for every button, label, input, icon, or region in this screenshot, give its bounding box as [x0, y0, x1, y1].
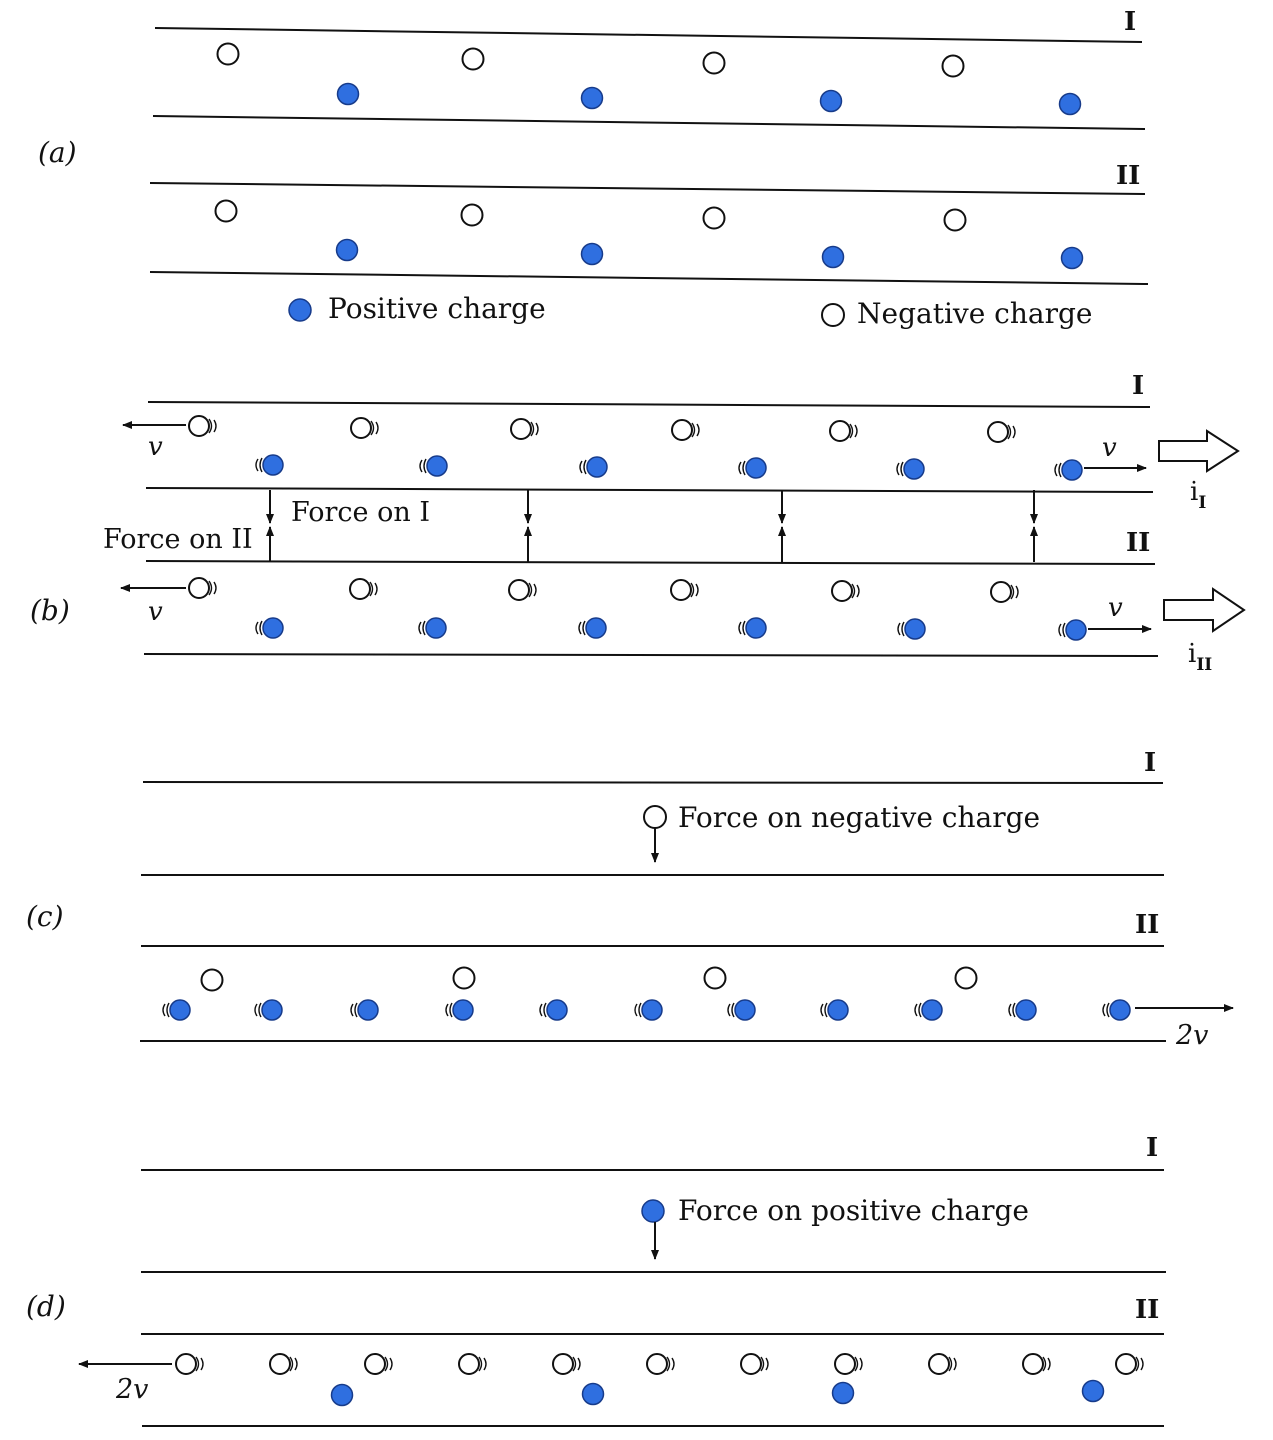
moving-positive-charge — [1055, 460, 1082, 480]
motion-mark — [1013, 1003, 1015, 1017]
panel-c-label: (c) — [26, 900, 64, 933]
force-on-2-label: Force on II — [103, 524, 253, 555]
panel-c-positive-charges — [163, 1000, 1130, 1020]
motion-mark — [260, 458, 262, 472]
motion-mark — [163, 1004, 165, 1016]
velocity-double-label: 2v — [116, 1374, 149, 1405]
panel-c-negative-charges — [202, 968, 977, 991]
moving-negative-charge — [832, 581, 859, 601]
positive-charge — [332, 1385, 353, 1406]
panel-a-wire-2-top — [150, 183, 1145, 194]
motion-mark — [534, 584, 536, 596]
moving-negative-charge — [1116, 1354, 1143, 1374]
positive-charge — [642, 1000, 662, 1020]
motion-mark — [743, 621, 745, 635]
negative-charge — [832, 581, 852, 601]
motion-mark — [743, 461, 745, 475]
negative-charge — [945, 210, 966, 231]
motion-mark — [697, 424, 699, 436]
panel-a-wire-2-label: II — [1116, 161, 1141, 191]
current-1-label: $i_I$ — [1190, 477, 1207, 513]
motion-mark — [1016, 586, 1018, 598]
panel-a-wire-1-bottom — [153, 116, 1145, 129]
positive-charge — [746, 618, 766, 638]
motion-mark — [635, 1004, 637, 1016]
motion-mark — [901, 462, 903, 476]
positive-charge — [1066, 620, 1086, 640]
motion-mark — [351, 1004, 353, 1016]
panel-b-wire-1-bottom — [146, 488, 1153, 492]
moving-positive-charge — [446, 1000, 473, 1020]
negative-charge — [705, 968, 726, 989]
motion-mark — [915, 1004, 917, 1016]
motion-mark — [580, 461, 582, 473]
positive-charge — [453, 1000, 473, 1020]
motion-mark — [739, 622, 741, 634]
moving-positive-charge — [419, 618, 446, 638]
negative-charge — [943, 56, 964, 77]
negative-charge — [671, 580, 691, 600]
positive-charge — [905, 619, 925, 639]
positive-charge — [922, 1000, 942, 1020]
motion-mark — [825, 1003, 827, 1017]
motion-mark — [540, 1004, 542, 1016]
current-arrow-icon — [1159, 431, 1238, 471]
motion-mark — [1013, 426, 1015, 438]
panel-c-wire-1-label: I — [1144, 748, 1157, 778]
test-negative-charge — [644, 806, 666, 828]
panel-b-label: (b) — [30, 594, 70, 627]
legend-negative-label: Negative charge — [857, 297, 1093, 330]
negative-charge — [454, 968, 475, 989]
moving-negative-charge — [189, 416, 216, 436]
panel-a — [38, 7, 1148, 330]
moving-negative-charge — [270, 1354, 297, 1374]
moving-negative-charge — [365, 1354, 392, 1374]
panel-d-positive-charges — [332, 1381, 1104, 1406]
motion-mark — [860, 1358, 862, 1370]
negative-charge — [216, 201, 237, 222]
motion-mark — [855, 425, 857, 437]
motion-mark — [484, 1358, 486, 1370]
negative-charge — [647, 1354, 667, 1374]
motion-mark — [1103, 1004, 1105, 1016]
positive-charge — [170, 1000, 190, 1020]
legend — [289, 292, 1092, 330]
moving-positive-charge — [739, 618, 766, 638]
moving-negative-charge — [929, 1354, 956, 1374]
positive-charge — [547, 1000, 567, 1020]
moving-positive-charge — [579, 618, 606, 638]
motion-mark — [954, 1358, 956, 1370]
motion-mark — [897, 463, 899, 475]
moving-negative-charge — [741, 1354, 768, 1374]
panel-d — [26, 1133, 1166, 1426]
positive-charge — [358, 1000, 378, 1020]
velocity-label: v — [148, 432, 163, 462]
panel-c-wire-2-label: II — [1135, 910, 1160, 940]
motion-mark — [1009, 1004, 1011, 1016]
moving-negative-charge — [830, 421, 857, 441]
velocity-label: v — [1102, 433, 1117, 463]
panel-a-label: (a) — [38, 136, 77, 169]
motion-mark — [260, 621, 262, 635]
moving-negative-charge — [672, 420, 699, 440]
moving-positive-charge — [1059, 620, 1086, 640]
motion-mark — [355, 1003, 357, 1017]
negative-charge — [463, 49, 484, 70]
negative-charge — [509, 580, 529, 600]
moving-positive-charge — [898, 619, 925, 639]
motion-mark — [420, 460, 422, 472]
motion-mark — [1141, 1358, 1143, 1370]
panel-b-wire-1-top — [148, 402, 1150, 407]
positive-charge — [746, 458, 766, 478]
panel-a-wire-2-bottom — [150, 272, 1148, 284]
negative-charge — [704, 208, 725, 229]
velocity-label: v — [148, 597, 163, 627]
moving-positive-charge — [255, 1000, 282, 1020]
moving-positive-charge — [540, 1000, 567, 1020]
negative-charge — [189, 416, 209, 436]
moving-negative-charge — [671, 580, 698, 600]
positive-charge — [263, 455, 283, 475]
motion-mark — [728, 1004, 730, 1016]
motion-mark — [919, 1003, 921, 1017]
panel-a-wire-1-top — [155, 28, 1142, 42]
positive-charge — [262, 1000, 282, 1020]
negative-charge — [270, 1354, 290, 1374]
moving-positive-charge — [635, 1000, 662, 1020]
motion-mark — [424, 459, 426, 473]
motion-mark — [214, 420, 216, 432]
positive-charge — [263, 618, 283, 638]
positive-charge — [1083, 1381, 1104, 1402]
negative-charge — [956, 968, 977, 989]
current-arrow-icon — [1164, 589, 1244, 631]
positive-charge — [1062, 248, 1083, 269]
panel-b-wire-2-top — [146, 561, 1155, 564]
panel-c — [26, 748, 1233, 1051]
positive-charge — [582, 244, 603, 265]
negative-charge — [351, 418, 371, 438]
motion-mark — [256, 622, 258, 634]
negative-charge — [553, 1354, 573, 1374]
positive-charge — [735, 1000, 755, 1020]
negative-charge — [830, 421, 850, 441]
motion-mark — [1063, 623, 1065, 637]
positive-charge — [587, 457, 607, 477]
panel-c-wire-1-top — [143, 782, 1163, 783]
negative-charge — [350, 579, 370, 599]
positive-charge — [426, 618, 446, 638]
moving-negative-charge — [176, 1354, 203, 1374]
panel-a-wire-2-charges — [216, 201, 1083, 269]
current-2-label: $i_{II}$ — [1188, 639, 1213, 675]
negative-charge — [189, 578, 209, 598]
motion-mark — [259, 1003, 261, 1017]
moving-positive-charge — [1009, 1000, 1036, 1020]
negative-charge — [1023, 1354, 1043, 1374]
panel-b-wire-1-label: I — [1132, 371, 1145, 401]
negative-charge — [202, 970, 223, 991]
motion-mark — [857, 585, 859, 597]
motion-mark — [672, 1358, 674, 1370]
motion-mark — [423, 621, 425, 635]
panel-a-wire-1-label: I — [1124, 7, 1137, 37]
motion-mark — [256, 459, 258, 471]
negative-charge — [835, 1354, 855, 1374]
moving-negative-charge — [647, 1354, 674, 1374]
motion-mark — [1059, 624, 1061, 636]
positive-charge — [586, 618, 606, 638]
motion-mark — [375, 583, 377, 595]
motion-mark — [390, 1358, 392, 1370]
moving-negative-charge — [988, 422, 1015, 442]
positive-charge — [427, 456, 447, 476]
moving-negative-charge — [351, 418, 378, 438]
test-positive-charge — [642, 1200, 664, 1222]
panel-d-wire-2-label: II — [1135, 1295, 1160, 1325]
motion-mark — [1048, 1358, 1050, 1370]
motion-mark — [696, 584, 698, 596]
motion-mark — [376, 422, 378, 434]
positive-charge — [821, 91, 842, 112]
positive-charge — [337, 240, 358, 261]
moving-positive-charge — [728, 1000, 755, 1020]
positive-charge — [1110, 1000, 1130, 1020]
panel-b — [30, 371, 1244, 675]
negative-charge — [511, 419, 531, 439]
moving-negative-charge — [553, 1354, 580, 1374]
moving-negative-charge — [459, 1354, 486, 1374]
panel-d-wire-1-label: I — [1146, 1133, 1159, 1163]
negative-charge — [462, 205, 483, 226]
moving-negative-charge — [350, 579, 377, 599]
moving-negative-charge — [511, 419, 538, 439]
moving-positive-charge — [256, 618, 283, 638]
moving-positive-charge — [351, 1000, 378, 1020]
negative-charge — [991, 582, 1011, 602]
motion-mark — [536, 423, 538, 435]
moving-positive-charge — [739, 458, 766, 478]
moving-positive-charge — [1103, 1000, 1130, 1020]
positive-charge — [828, 1000, 848, 1020]
positive-charge — [1062, 460, 1082, 480]
moving-negative-charge — [189, 578, 216, 598]
positive-charge — [904, 459, 924, 479]
negative-charge — [176, 1354, 196, 1374]
motion-mark — [201, 1358, 203, 1370]
moving-negative-charge — [509, 580, 536, 600]
motion-mark — [167, 1003, 169, 1017]
positive-charge — [338, 84, 359, 105]
motion-mark — [739, 462, 741, 474]
negative-charge — [929, 1354, 949, 1374]
motion-mark — [766, 1358, 768, 1370]
positive-charge — [582, 88, 603, 109]
negative-charge — [459, 1354, 479, 1374]
motion-mark — [898, 623, 900, 635]
motion-mark — [732, 1003, 734, 1017]
panel-b-wire-2-charges — [189, 578, 1086, 640]
negative-charge — [672, 420, 692, 440]
moving-negative-charge — [835, 1354, 862, 1374]
positive-charge — [1060, 94, 1081, 115]
motion-mark — [579, 622, 581, 634]
motion-mark — [419, 622, 421, 634]
moving-positive-charge — [897, 459, 924, 479]
motion-mark — [544, 1003, 546, 1017]
negative-charge — [218, 44, 239, 65]
moving-positive-charge — [163, 1000, 190, 1020]
motion-mark — [1055, 464, 1057, 476]
force-negative-label: Force on negative charge — [678, 801, 1041, 834]
negative-charge — [741, 1354, 761, 1374]
moving-positive-charge — [420, 456, 447, 476]
motion-mark — [1059, 463, 1061, 477]
motion-mark — [1107, 1003, 1109, 1017]
moving-negative-charge — [991, 582, 1018, 602]
motion-mark — [446, 1004, 448, 1016]
moving-positive-charge — [915, 1000, 942, 1020]
motion-mark — [584, 460, 586, 474]
legend-positive-label: Positive charge — [328, 292, 546, 325]
positive-charge — [833, 1383, 854, 1404]
motion-mark — [295, 1358, 297, 1370]
legend-negative-icon — [822, 304, 844, 326]
motion-mark — [583, 621, 585, 635]
moving-positive-charge — [256, 455, 283, 475]
motion-mark — [214, 582, 216, 594]
force-positive-label: Force on positive charge — [678, 1194, 1029, 1227]
motion-mark — [902, 622, 904, 636]
moving-positive-charge — [580, 457, 607, 477]
negative-charge — [1116, 1354, 1136, 1374]
legend-positive-icon — [289, 299, 311, 321]
panel-d-label: (d) — [26, 1290, 66, 1323]
motion-mark — [639, 1003, 641, 1017]
panel-b-wire-2-bottom — [144, 654, 1158, 656]
negative-charge — [365, 1354, 385, 1374]
negative-charge — [704, 53, 725, 74]
negative-charge — [988, 422, 1008, 442]
positive-charge — [583, 1384, 604, 1405]
moving-positive-charge — [821, 1000, 848, 1020]
moving-negative-charge — [1023, 1354, 1050, 1374]
panel-b-wire-1-charges — [189, 416, 1082, 480]
panel-a-wire-1-charges — [218, 44, 1081, 115]
panel-d-negative-charges — [176, 1354, 1143, 1374]
motion-mark — [821, 1004, 823, 1016]
motion-mark — [255, 1004, 257, 1016]
velocity-label: v — [1108, 593, 1123, 623]
panel-b-wire-2-label: II — [1126, 528, 1151, 558]
positive-charge — [1016, 1000, 1036, 1020]
force-on-1-label: Force on I — [291, 497, 430, 528]
motion-mark — [578, 1358, 580, 1370]
positive-charge — [823, 247, 844, 268]
motion-mark — [450, 1003, 452, 1017]
velocity-double-label: 2v — [1176, 1020, 1209, 1051]
